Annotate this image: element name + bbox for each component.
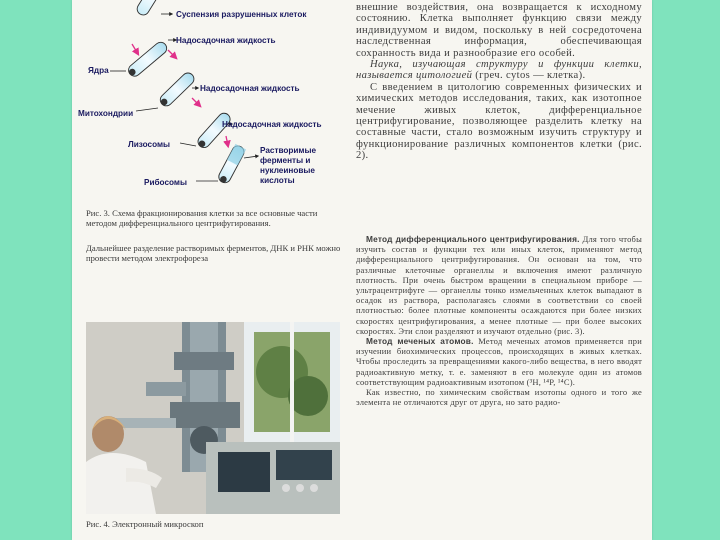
paragraph-cytology-definition	[356, 59, 642, 82]
label-supernatant-3: Надосадочная жидкость	[222, 120, 322, 129]
figure-4-caption: Рис. 4. Электронный микроскоп	[86, 519, 204, 529]
figure-3-caption: Рис. 3. Схема фракционирования клетки за все основные части методом дифференциального центрифугирования.	[86, 208, 318, 229]
labeled-atoms-body: Метод меченых атомов применяется при изучении биохимических процессов, происходящих в живых клетках. Чтобы проследить за превращениями какого-либо вещества, в него вводят радиоактивную метку, т. е. заменяют в его молекуле один из атомов соответствующим радиоактивным изотопом (³H, ¹⁴P, ¹⁴C).	[356, 336, 643, 387]
tube-3	[158, 71, 197, 109]
centrifugation-body: Для того чтобы изучить состав и функции тех или иных клеток, применяют метод дифференциального центрифугирования. Он основан на том, что различные клеточные органеллы и включения имеют различную плотность. При очень быстром вращении в специальном приборе — ультрацентрифуге — органеллы тонко измельченных клеток выпадают в осадок из раствора, располагаясь слоями в соответствии со своей плотностью: более плотные компоненты осаждаются при более низких скоростях центрифугирования, а менее плотные — при более высоких скоростях. Эти слои разделяют и изучают отдельно (рис. 3).	[356, 234, 642, 336]
label-lysosomes: Лизосомы	[128, 140, 171, 149]
cytology-definition-italic: Наука, изучающая структуру и функции клетки, называется цитологией	[356, 59, 642, 82]
label-soluble: Растворимые ферменты и нуклеиновые кислоты	[260, 146, 317, 185]
label-mitochondria: Митохондрии	[78, 109, 134, 118]
electron-microscope-photo	[86, 322, 340, 514]
paragraph-intro-continuation: внешние воздействия, она возвращается к исходному состоянию. Клетка выполняет функцию связи между индивидуумом и видом, поскольку в ней сосредоточена наследственная информация, обеспечивающая сохранность вида и разнообразие его особей.	[356, 2, 642, 59]
paragraph-isotopes: Как известно, по химическим свойствам изотопы одного и того же элемента не отличаются друг от друга, но зато радио-	[356, 387, 642, 408]
label-nuclei: Ядра	[88, 66, 109, 75]
label-supernatant-2: Надосадочная жидкость	[200, 84, 300, 93]
fractionation-scheme	[72, 0, 358, 200]
tube-5	[217, 144, 247, 185]
label-ribosomes: Рибосомы	[144, 178, 187, 187]
labeled-atoms-title: Метод меченых атомов.	[366, 336, 474, 347]
paragraph-centrifugation	[356, 234, 642, 336]
centrifugation-title: Метод дифференциального центрифугирования.	[366, 234, 580, 244]
paragraph-methods: С введением в цитологию современных физических и химических методов исследования, таких, как изотопное мечение живых клеток, дифференциальное центрифугирование, позволяющее разделить клетку на составные части, стало возможным изучить структуру и функционирование различных компонентов клетки (рис. 2).	[356, 81, 642, 162]
tube-4	[195, 111, 232, 150]
label-suspension: Суспензия разрушенных клеток	[176, 10, 307, 19]
tube-1	[135, 0, 166, 17]
textbook-page	[72, 0, 652, 540]
figure-3-note: Дальнейшее разделение растворимых ферментов, ДНК и РНК можно провести методом электрофореза	[86, 243, 341, 264]
cytology-definition-rest: (греч. cytos — клетка).	[472, 70, 586, 82]
paragraph-labeled-atoms	[356, 336, 642, 387]
label-supernatant-1: Надосадочная жидкость	[176, 36, 276, 45]
